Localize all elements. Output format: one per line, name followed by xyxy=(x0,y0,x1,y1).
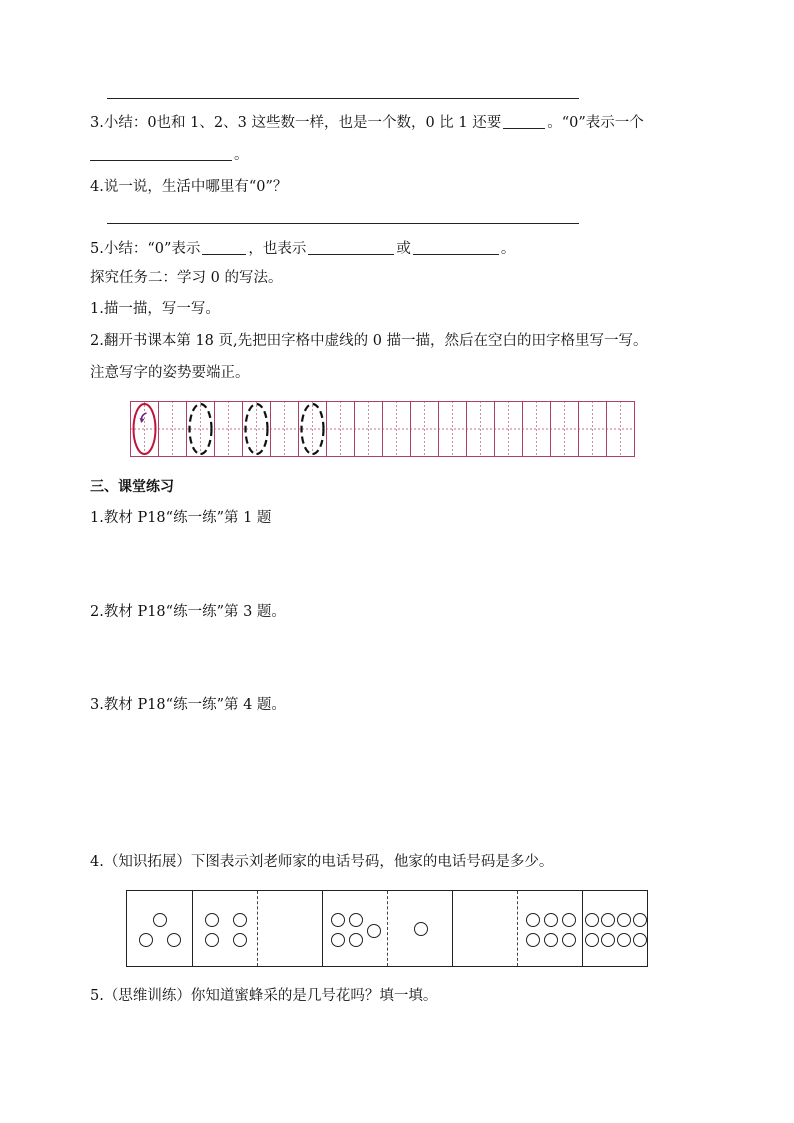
q5-blank-1[interactable] xyxy=(202,240,246,255)
counting-circle-icon xyxy=(544,913,558,927)
phone-number-figure xyxy=(126,890,648,967)
counting-circle-icon xyxy=(585,913,599,927)
q5-blank-2[interactable] xyxy=(308,240,394,255)
counting-circle-icon xyxy=(633,913,647,927)
phone-digit-cell xyxy=(257,891,323,966)
counting-circle-icon xyxy=(349,933,363,947)
q3-blank-2[interactable] xyxy=(90,146,232,161)
counting-circle-icon xyxy=(139,933,153,947)
task2-step2-line1: 2.翻开书课本第 18 页,先把田字格中虚线的 0 描一描，然后在空白的田字格里写一写。 xyxy=(90,333,648,349)
counting-circle-icon xyxy=(205,913,219,927)
counting-circle-icon xyxy=(414,922,428,936)
arrow-head-icon xyxy=(140,418,145,423)
counting-circle-icon xyxy=(562,913,576,927)
phone-digit-cell xyxy=(452,891,518,966)
counting-circle-icon xyxy=(205,933,219,947)
q3-summary: 3.小结：0也和 1、2、3 这些数一样，也是一个数，0 比 1 还要 。“0”表示一个 xyxy=(90,115,644,131)
counting-circle-icon xyxy=(526,933,540,947)
phone-digit-cell xyxy=(322,891,388,966)
answer-line-top[interactable] xyxy=(107,98,579,99)
q5-summary: 5.小结：“0”表示 ，也表示 或 。 xyxy=(90,241,516,257)
task2-step2-line2: 注意写字的姿势要端正。 xyxy=(90,365,250,381)
phone-digit-cell xyxy=(127,891,192,966)
counting-circle-icon xyxy=(349,913,363,927)
counting-circle-icon xyxy=(601,913,615,927)
counting-circle-icon xyxy=(562,933,576,947)
phone-digit-cell xyxy=(582,891,648,966)
phone-digit-cell xyxy=(387,891,453,966)
q5-blank-3[interactable] xyxy=(413,240,499,255)
counting-circle-icon xyxy=(601,933,615,947)
counting-circle-icon xyxy=(585,933,599,947)
q4-question: 4.说一说，生活中哪里有“0”？ xyxy=(90,179,288,195)
q3-summary-cont: 。 xyxy=(90,145,249,165)
counting-circle-icon xyxy=(331,933,345,947)
writing-grid-svg xyxy=(130,401,635,457)
counting-circle-icon xyxy=(233,913,247,927)
counting-circle-icon xyxy=(617,913,631,927)
practice-item-1: 1.教材 P18“练一练”第 1 题 xyxy=(90,510,272,526)
counting-circle-icon xyxy=(367,924,381,938)
writing-grid[interactable] xyxy=(130,401,635,457)
counting-circle-icon xyxy=(617,933,631,947)
counting-circle-icon xyxy=(544,933,558,947)
counting-circle-icon xyxy=(167,933,181,947)
phone-digit-cell xyxy=(192,891,258,966)
phone-digit-cell xyxy=(517,891,583,966)
practice-item-3: 3.教材 P18“练一练”第 4 题。 xyxy=(90,697,286,713)
practice-item-4: 4.（知识拓展）下图表示刘老师家的电话号码，他家的电话号码是多少。 xyxy=(90,854,554,870)
practice-heading: 三、课堂练习 xyxy=(90,479,174,495)
task2-step1: 1.描一描，写一写。 xyxy=(90,301,220,317)
counting-circle-icon xyxy=(153,913,167,927)
task2-title: 探究任务二：学习 0 的写法。 xyxy=(90,270,283,286)
practice-item-5: 5.（思维训练）你知道蜜蜂采的是几号花吗？填一填。 xyxy=(90,988,438,1004)
counting-circle-icon xyxy=(526,913,540,927)
counting-circle-icon xyxy=(331,913,345,927)
counting-circle-icon xyxy=(633,933,647,947)
counting-circle-icon xyxy=(233,933,247,947)
practice-item-2: 2.教材 P18“练一练”第 3 题。 xyxy=(90,604,286,620)
q3-blank-1[interactable] xyxy=(503,114,545,129)
q4-answer-line[interactable] xyxy=(107,223,579,224)
